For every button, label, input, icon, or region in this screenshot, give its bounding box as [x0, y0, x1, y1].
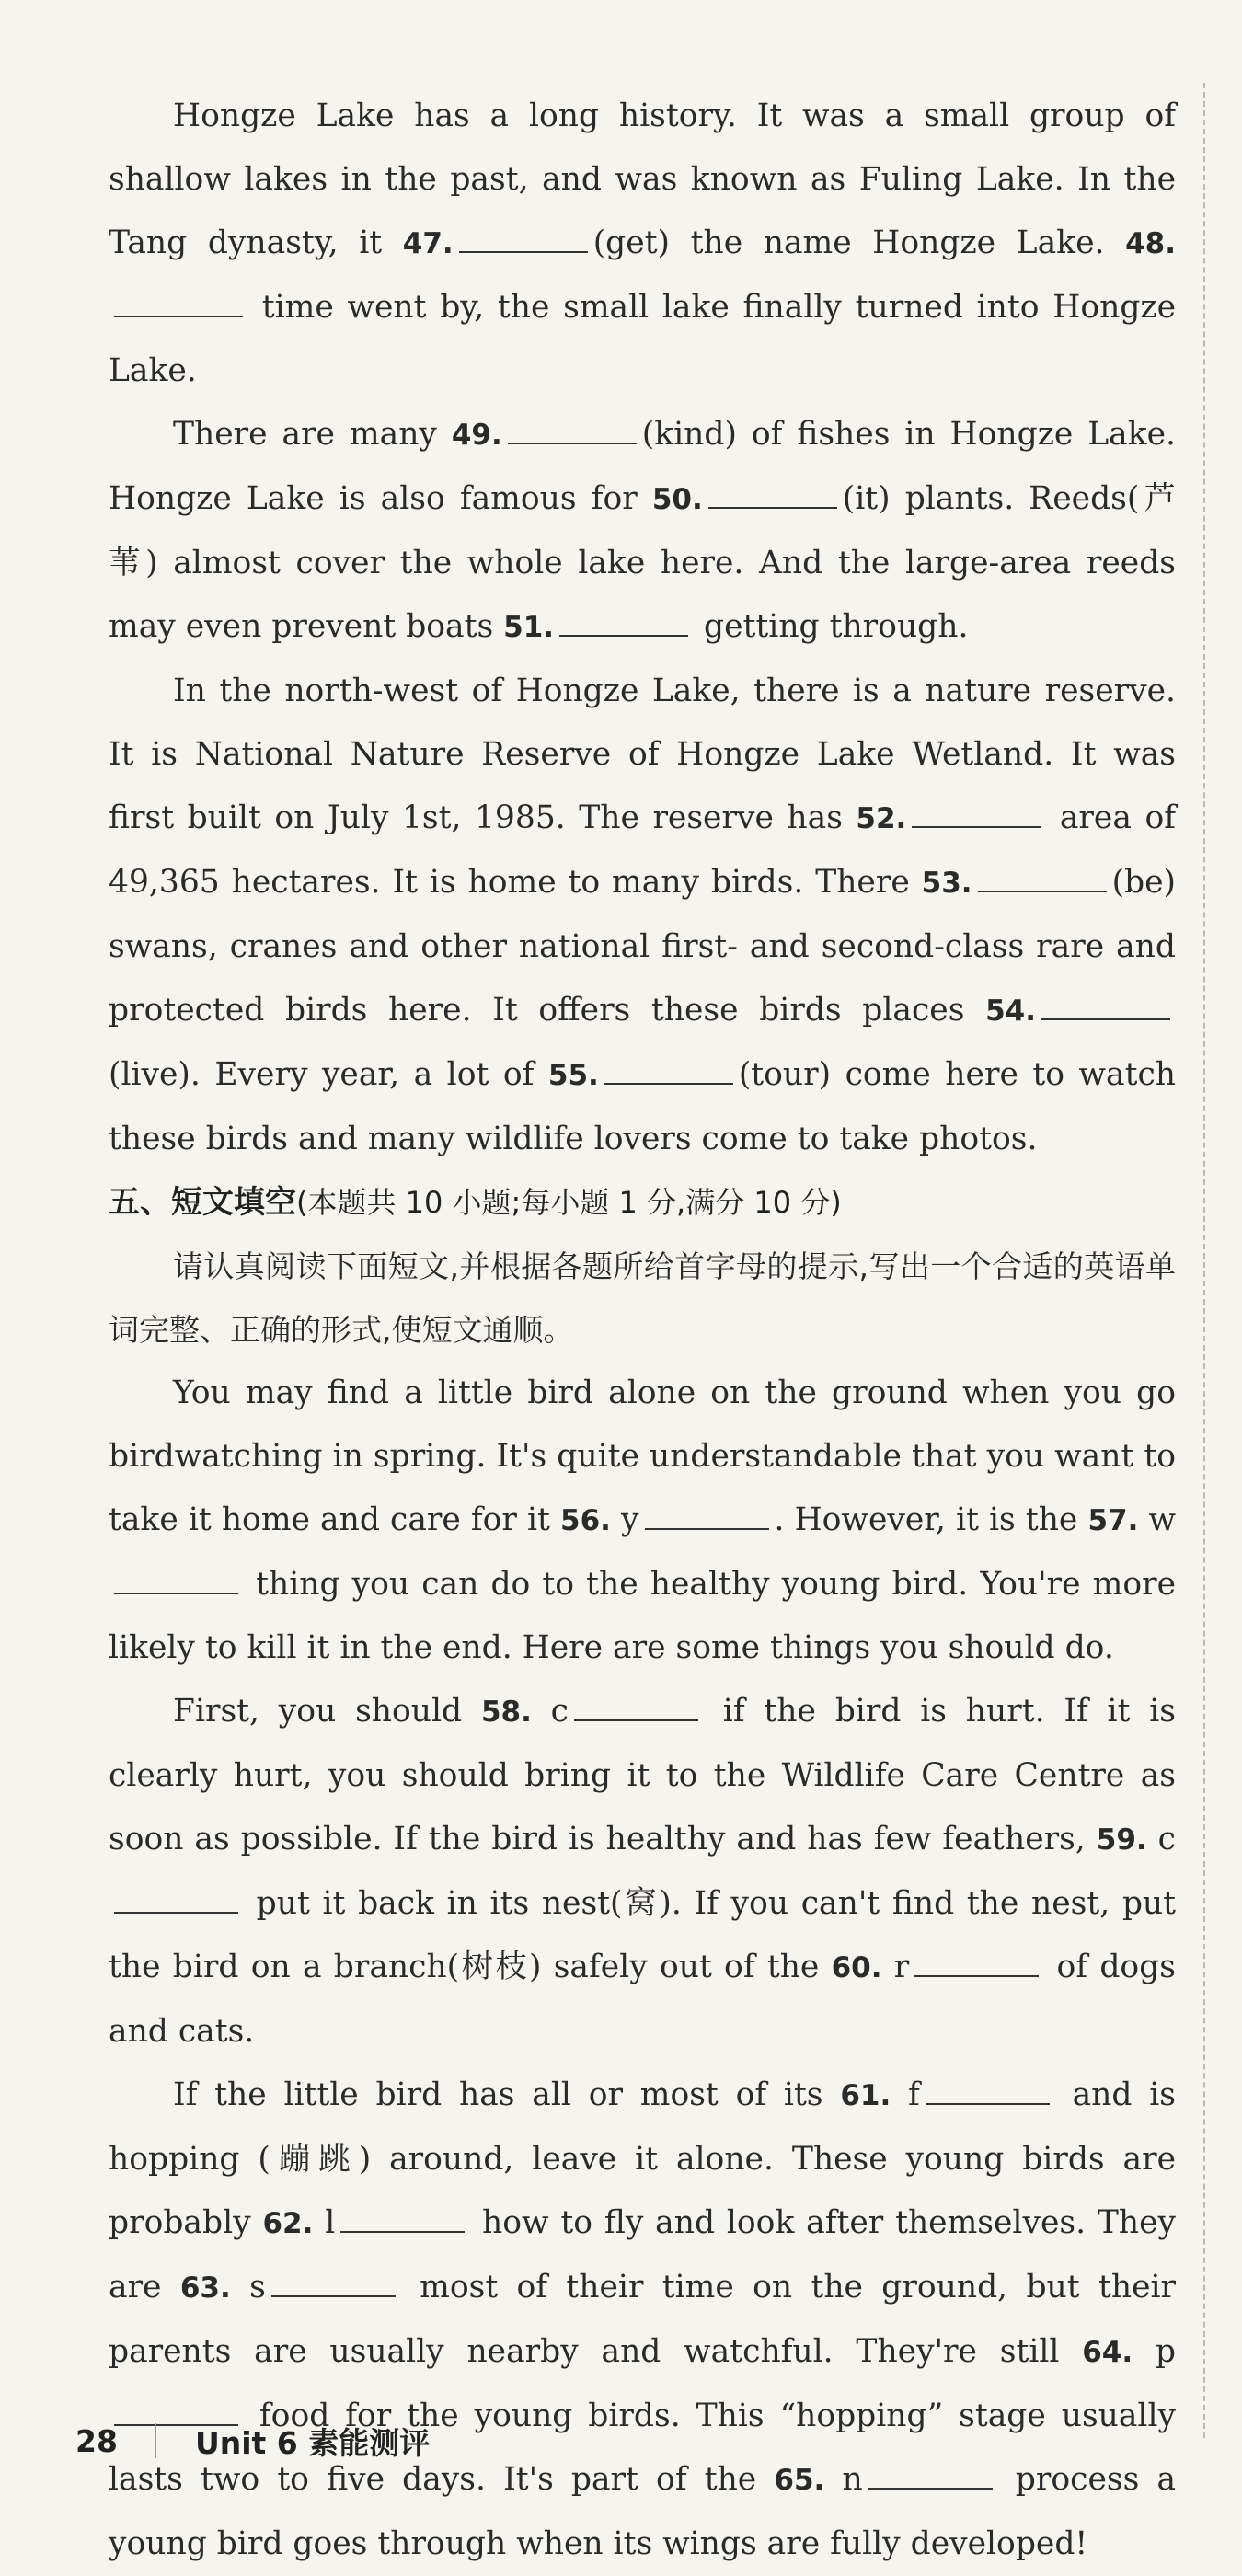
passage-content — [109, 85, 1176, 2576]
question-number: 58. — [480, 1696, 532, 1729]
question-number: 59. — [1096, 1823, 1147, 1857]
question-number: 62. — [262, 2207, 314, 2240]
question-number: 49. — [451, 419, 502, 452]
question-number: 61. — [840, 2079, 891, 2112]
question-number: 48. — [1125, 227, 1177, 260]
answer-blank-65[interactable] — [868, 2460, 993, 2490]
hint-letter: c — [550, 1693, 569, 1730]
answer-blank-49[interactable] — [508, 415, 637, 444]
answer-blank-59[interactable] — [114, 1884, 238, 1914]
hint-letter: f — [908, 2076, 920, 2113]
hint-letter: r — [893, 1949, 910, 1985]
question-number: 52. — [856, 802, 907, 835]
paragraph-nature-reserve: In the north-west of Hongze Lake, there is a nature reserve. It is National Nature Reserve of Hongze Lake Wetland. It was first built on July 1st, 1985. The reserve has 52. area of 49,365 hectares. It is home to many birds. There 53. (be) swans, cranes and other national first- and second-class rare and protected birds here. It offers these birds places 54.(live). Every year, a lot of 55. (tour) come here to watch these birds and many wildlife lovers come to take photos. — [109, 673, 1177, 1157]
hint-letter: y — [621, 1501, 639, 1538]
answer-blank-63[interactable] — [271, 2268, 396, 2297]
paragraph-hongze-fishes: There are many 49. (kind) of fishes in Hongze Lake. Hongze Lake is also famous for 50. (it) plants. Reeds(芦苇) almost cover the whole lake here. And the large-area reeds may even prevent boats 51. getting through. — [109, 416, 1176, 645]
question-number: 64. — [1082, 2336, 1133, 2369]
answer-blank-51[interactable] — [559, 607, 688, 637]
answer-blank-54[interactable] — [1041, 991, 1170, 1020]
page-number: 28 — [75, 2422, 118, 2459]
question-number: 51. — [503, 611, 555, 644]
hint-letter: l — [325, 2204, 336, 2241]
paragraph-hopping-bird: If the little bird has all or most of its 61. f and is hopping (蹦跳) around, leave it alone. These young birds are probably 62. l how to fly and look after themselves. They are 63. s most of their time on the ground, but their parents are usually nearby and watchful. They're still 64. p food for the young birds. This “hopping” stage usually lasts two to five days. It's part of the 65. n process a young bird goes through when its wings are fully developed! — [109, 2076, 1177, 2562]
answer-blank-57[interactable] — [114, 1565, 238, 1594]
answer-blank-50[interactable] — [708, 479, 837, 509]
question-number: 54. — [985, 995, 1036, 1028]
section-five-scoring: (本题共 10 小题;每小题 1 分,满分 10 分) — [296, 1185, 842, 1220]
unit-label: Unit 6 素能测评 — [194, 2424, 431, 2461]
question-number: 56. — [560, 1504, 611, 1537]
answer-blank-60[interactable] — [914, 1948, 1039, 1977]
footer-divider — [155, 2423, 156, 2458]
answer-blank-56[interactable] — [645, 1501, 769, 1530]
hint-letter: n — [842, 2461, 863, 2498]
hint-letter: w — [1148, 1501, 1176, 1538]
hint-letter: s — [249, 2269, 266, 2306]
question-number: 57. — [1087, 1504, 1139, 1537]
question-number: 63. — [179, 2271, 231, 2305]
question-number: 50. — [651, 483, 703, 516]
answer-blank-62[interactable] — [340, 2203, 465, 2233]
paragraph-first-steps: First, you should 58. c if the bird is hurt. If it is clearly hurt, you should bring it to the Wildlife Care Centre as soon as possible. If the bird is healthy and has few feathers, 59. c put it back in its nest(窝). If you can't find the nest, put the bird on a branch(树枝) safely out of the 60. r of dogs and cats. — [109, 1693, 1176, 2050]
answer-blank-52[interactable] — [912, 799, 1041, 828]
question-number: 47. — [402, 227, 454, 260]
question-number: 60. — [831, 1951, 882, 1984]
question-number: 65. — [774, 2464, 825, 2497]
answer-blank-58[interactable] — [574, 1692, 698, 1721]
margin-dashed-rule — [1203, 83, 1205, 2438]
question-number: 55. — [547, 1059, 599, 1092]
question-number: 53. — [921, 867, 972, 900]
answer-blank-53[interactable] — [978, 863, 1107, 892]
paragraph-hongze-history: Hongze Lake has a long history. It was a small group of shallow lakes in the past, and was known as Fuling Lake. In the Tang dynasty, it 47. (get) the name Hongze Lake. 48. time went by, the small lake finally turned into Hongze Lake. — [109, 98, 1177, 389]
paragraph-little-bird: You may find a little bird alone on the ground when you go birdwatching in spring. It's quite understandable that you want to take it home and care for it 56. y . However, it is the 57. w thing you can do to the healthy young bird. You're more likely to kill it in the end. Here are some things you should do. — [109, 1374, 1176, 1666]
section-five-heading: 五、短文填空(本题共 10 小题;每小题 1 分,满分 10 分) — [109, 1184, 842, 1221]
answer-blank-61[interactable] — [926, 2076, 1050, 2105]
answer-blank-55[interactable] — [604, 1055, 733, 1085]
hint-letter: c — [1157, 1821, 1176, 1857]
section-five-instruction: 请认真阅读下面短文,并根据各题所给首字母的提示,写出一个合适的英语单词完整、正确的形式,使短文通顺。 — [109, 1248, 1176, 1348]
hint-letter: p — [1155, 2333, 1177, 2370]
answer-blank-47[interactable] — [459, 224, 588, 253]
answer-blank-48[interactable] — [114, 288, 243, 317]
page-footer — [75, 2418, 430, 2464]
